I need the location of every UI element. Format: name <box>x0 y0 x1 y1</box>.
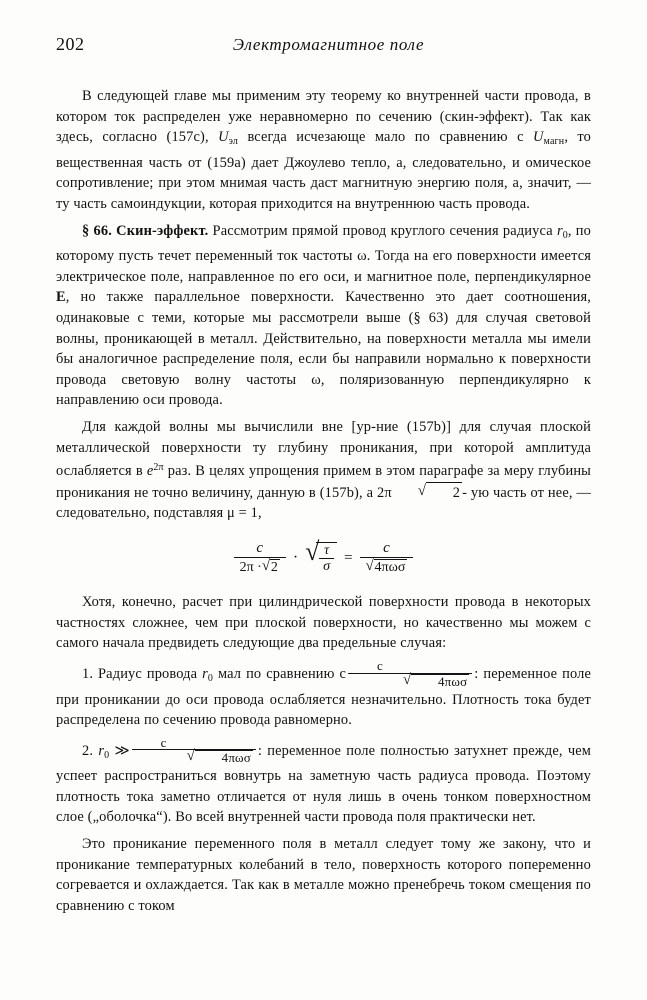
paragraph-1-tail: , то вещественная часть от (159а) дает Джоулево тепло, а, следовательно, и омическое сопротивление; при этом мнимая часть даст магнитную энергию поля, а, значит, — ту часть самоиндукции, которая приходится на внутреннюю часть провода. <box>56 129 592 212</box>
symbol-r0-case2-sub: 0 <box>104 749 110 761</box>
paragraph-1-text: В следующей главе мы применим эту теорему ко внутренней части провода, в котором ток распределен уже неравномерно по сечению (скин-эффект). Так как здесь, согласно (157с), <box>56 88 591 146</box>
page-header <box>56 34 591 60</box>
symbol-u-magn: U <box>533 129 544 146</box>
equation-row <box>234 540 414 576</box>
much-greater-sign: ≫ <box>114 742 130 759</box>
paragraph-2-a: Рассмотрим прямой провод круглого сечения радиуса <box>212 222 553 239</box>
fraction-1-numerator: c <box>377 658 383 673</box>
symbol-e-exponent: 2π <box>153 462 164 474</box>
display-equation <box>56 538 591 576</box>
sqrt-4piws-2 <box>161 750 253 765</box>
symbol-e-exp: e <box>146 463 154 480</box>
equation-sqrt-tau-sigma <box>305 542 337 575</box>
tau-over-sigma <box>319 543 334 575</box>
equation-denominator-2 <box>360 557 414 576</box>
paragraph-4: Хотя, конечно, расчет при цилиндрической поверхности провода в некоторых частностях сложнее, чем при плоской поверхности, но качественно мы можем с самого начала предвидеть следующие два предельные случая: <box>56 594 591 652</box>
fraction-2-denominator <box>132 749 256 765</box>
symbol-r0-sub: 0 <box>562 229 568 241</box>
paragraph-1 <box>56 86 591 215</box>
sqrt-4piws-1-radicand: 4πωσ <box>411 674 469 689</box>
paragraph-2-c: , но также параллельное поверхности. Качественно это дает соотношения, одинаковые с теми, которые мы рассмотрели выше (§ 63) для случая световой волны, проникающей в металл. Действительно, на поверхности металла мы имели бы аналогичное распределение поля, если бы направили нормально к поверхности провода световую волну частоты ω, поляризованную перпендикулярно к направлению оси провода. <box>56 289 591 409</box>
symbol-r0-case1: r <box>202 665 208 682</box>
sqrt-den2 <box>366 559 408 576</box>
section-heading: § 66. Скин-эффект. <box>82 222 209 239</box>
paragraph-6-a: 2. <box>82 742 94 759</box>
symbol-u-el: U <box>218 129 229 146</box>
paragraph-3-b: раз. В целях упрощения примем в этом параграфе за меру глубины проникания не точно величину, данную в (157b), а 2π <box>56 463 591 501</box>
equation-equals: = <box>344 549 353 566</box>
fraction-c-over-sqrt-1 <box>348 659 472 688</box>
equation-fraction-2 <box>360 540 414 576</box>
paragraph-6 <box>56 734 592 828</box>
equation-numerator-2: c <box>383 539 390 556</box>
sqrt-den1-radicand: 2 <box>270 560 278 576</box>
paragraph-5-c: : переменное поле при проникании до оси провода ослабляется незначительно. Плотность тока будет распределена по сечению провода равномерно. <box>56 665 591 729</box>
paragraph-6-b: : переменное поле полностью затухнет прежде, чем успеет распространиться вовнутрь на заметную часть радиуса провода. Поэтому плотность тока заметно отличается от нуля лишь в очень тонком поверхностном слое („оболочка“). Во всей внутренней части провода поля практически нет. <box>56 742 592 826</box>
symbol-u-el-sub: эл <box>228 136 239 148</box>
equation-sqrt-radicand <box>316 542 337 575</box>
paragraph-3 <box>56 417 591 524</box>
paragraph-7: Это проникание переменного поля в металл следует тому же закону, что и проникание температурных колебаний в тело, поверхность которого попеременно согревается и охлаждается. Так как в металле можно пренебречь током смещения по сравнению с током <box>56 836 591 914</box>
paragraph-2 <box>56 221 591 411</box>
sqrt-4piws-1 <box>377 674 469 689</box>
symbol-r0-case1-sub: 0 <box>207 672 214 684</box>
paragraph-2-b: , по которому пусть течет переменный ток частоты ω. Тогда на его поверхности имеется электрическое поле, направленное по его оси, и магнитное поле, перпендикулярное <box>56 222 591 285</box>
sqrt-den2-radicand: 4πωσ <box>374 560 406 576</box>
paragraph-3-c: - ую часть от нее, — следовательно, подставляя <box>56 484 591 522</box>
fraction-1-denominator <box>348 673 472 689</box>
running-title: Электромагнитное поле <box>232 35 425 54</box>
paragraph-1-mid: всегда исчезающе мало по сравнению с <box>247 129 524 146</box>
paragraph-3-mu: μ = 1, <box>226 505 262 522</box>
paragraph-5-b: мал по сравнению с <box>217 665 347 682</box>
symbol-u-magn-sub: магн <box>543 136 565 148</box>
page-number: 202 <box>56 34 85 54</box>
equation-fraction-1 <box>234 540 286 576</box>
equation-dot: · <box>292 548 299 566</box>
tau-numerator: √ τ <box>324 542 330 558</box>
symbol-r0-case2: r <box>98 742 105 759</box>
fraction-c-over-sqrt-2 <box>132 736 256 765</box>
equation-denominator-1 <box>234 557 286 576</box>
equation-numerator-1: c <box>256 539 264 556</box>
sqrt-den1 <box>262 559 280 576</box>
page-body <box>56 86 591 916</box>
symbol-e-vector: E <box>56 289 66 306</box>
paragraph-5-a: 1. Радиус провода <box>82 665 198 682</box>
sqrt-two-radicand: 2 <box>426 482 462 504</box>
sqrt-4piws-2-radicand: 4πωσ <box>195 750 253 765</box>
paragraph-3-a: Для каждой волны мы вычислили вне [ур-ние (157b)] для случая плоской металлической поверхности ту глубину проникания, при которой амплитуда ослабляется в <box>56 418 591 480</box>
equation-den1-prefix: 2π · <box>239 560 262 576</box>
paragraph-5 <box>56 660 591 731</box>
symbol-r0: r <box>556 222 563 239</box>
fraction-2-numerator: c <box>160 734 167 750</box>
sigma-denominator: σ <box>319 558 334 574</box>
sqrt-two-inline <box>392 482 462 504</box>
